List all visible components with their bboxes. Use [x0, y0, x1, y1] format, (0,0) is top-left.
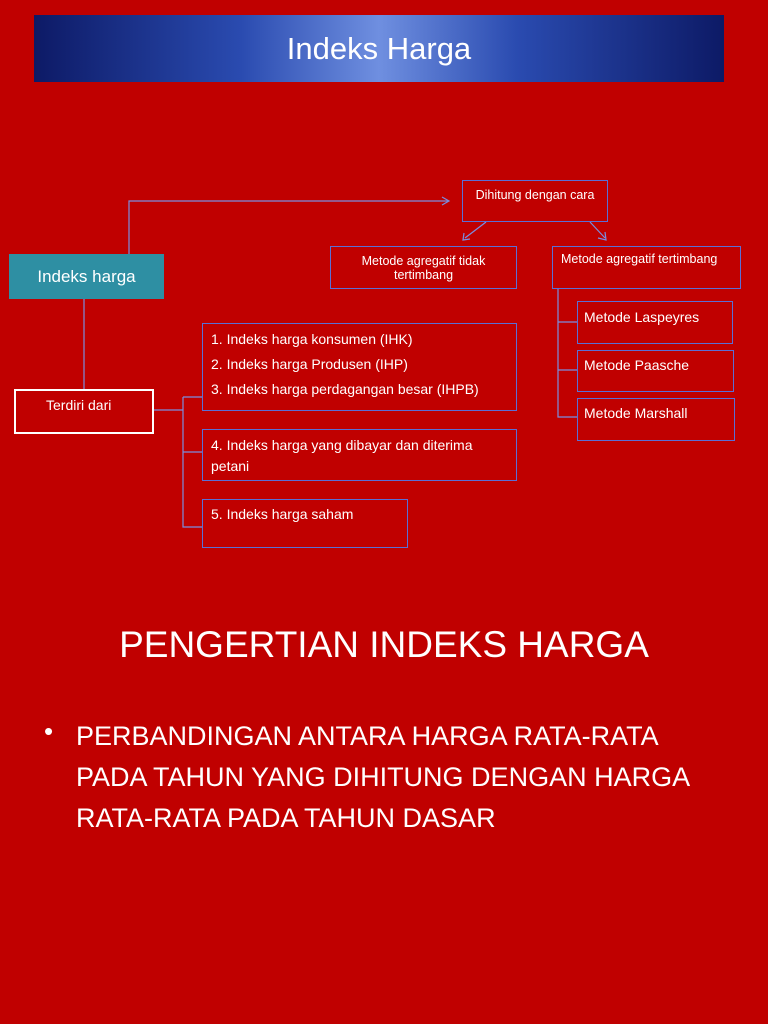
type-item: 2. Indeks harga Produsen (IHP)	[211, 356, 408, 372]
type-item: 1. Indeks harga konsumen (IHK)	[211, 331, 413, 347]
consists-of-node: Terdiri dari	[14, 389, 154, 434]
bullet-icon: •	[44, 716, 54, 746]
connector-calculated-to-unweighted	[465, 222, 486, 238]
types-group1-node	[202, 323, 517, 411]
method-paasche-node: Metode Paasche	[577, 350, 734, 392]
method-marshall-node: Metode Marshall	[577, 398, 735, 441]
definition-text: PERBANDINGAN ANTARA HARGA RATA-RATA PADA TAHUN YANG DIHITUNG DENGAN HARGA RATA-RATA PADA TAHUN DASAR	[76, 721, 689, 833]
root-node: Indeks harga	[9, 254, 164, 299]
method-laspeyres-node: Metode Laspeyres	[577, 301, 733, 344]
page-title: Indeks Harga	[286, 30, 472, 66]
definition-bullet	[44, 716, 724, 839]
connector-types-bracket	[183, 397, 202, 527]
arrowhead-weighted	[598, 232, 606, 240]
type-item: 3. Indeks harga perdagangan besar (IHPB)	[211, 381, 479, 397]
method-unweighted-node: Metode agregatif tidak tertimbang	[330, 246, 517, 289]
type-4-node: 4. Indeks harga yang dibayar dan diterima petani	[202, 429, 517, 481]
method-weighted-node: Metode agregatif tertimbang	[552, 246, 741, 289]
section-title: PENGERTIAN INDEKS HARGA	[119, 624, 649, 665]
calculated-by-node: Dihitung dengan cara	[462, 180, 608, 222]
connector-calculated-to-weighted	[590, 222, 605, 238]
type-5-node: 5. Indeks harga saham	[202, 499, 408, 548]
connector-weighted-bracket	[558, 289, 577, 417]
